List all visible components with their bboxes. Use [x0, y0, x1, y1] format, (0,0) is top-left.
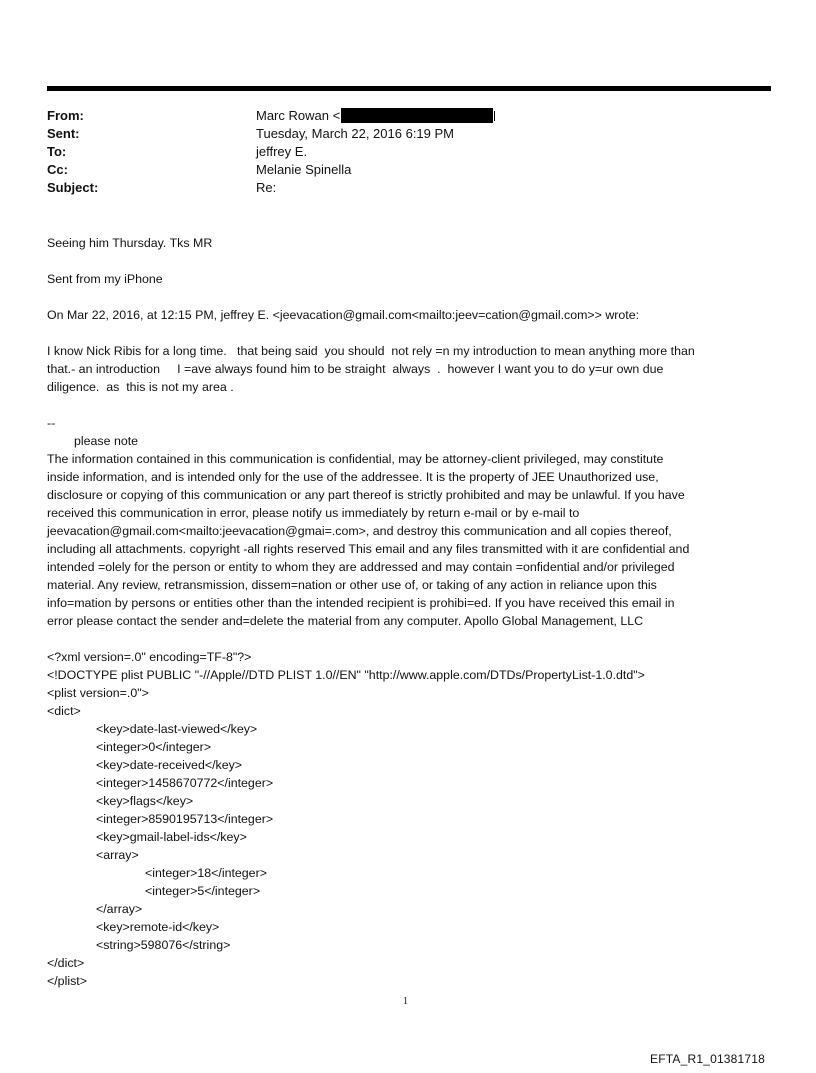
plist-line: <integer>0</integer>	[96, 740, 212, 754]
from-name: Marc Rowan <	[256, 108, 341, 123]
quoted-text-line: I know Nick Ribis for a long time. that being said you should not rely =n my introduction to mean anything more than	[47, 344, 695, 358]
plist-line: </plist>	[47, 974, 87, 988]
to-value: jeffrey E.	[256, 144, 308, 159]
cc-value: Melanie Spinella	[256, 162, 352, 177]
disclaimer-line: info=mation by persons or entities other than the intended recipient is prohibi=ed. If you have received this email in	[47, 596, 675, 610]
plist-line: <!DOCTYPE plist PUBLIC "-//Apple//DTD PLIST 1.0//EN" "http://www.apple.com/DTDs/PropertyList-1.0.dtd">	[47, 668, 645, 682]
header-rule	[47, 86, 771, 91]
signature-separator: --	[47, 416, 56, 430]
plist-line: <plist version=.0">	[47, 686, 149, 700]
plist-line: <integer>1458670772</integer>	[96, 776, 274, 790]
plist-line: <integer>18</integer>	[145, 866, 267, 880]
disclaimer-line: inside information, and is intended only for the use of the addressee. It is the property of JEE Unauthorized use,	[47, 470, 659, 484]
page-number: 1	[403, 996, 408, 1007]
plist-line: <array>	[96, 848, 139, 862]
body-line: Sent from my iPhone	[47, 272, 163, 286]
plist-line: <integer>8590195713</integer>	[96, 812, 274, 826]
quoted-text-line: that.- an introduction I =ave always found him to be straight always . however I want you to do y=ur own due	[47, 362, 664, 376]
sent-value: Tuesday, March 22, 2016 6:19 PM	[256, 126, 454, 141]
disclaimer-line: material. Any review, retransmission, dissem=nation or other use of, or taking of any action in reliance upon this	[47, 578, 657, 592]
disclaimer-line: disclosure or copying of this communication or any part thereof is strictly prohibited and may be unlawful. If you have	[47, 488, 685, 502]
plist-line: <string>598076</string>	[96, 938, 231, 952]
plist-line: </dict>	[47, 956, 85, 970]
plist-line: <key>gmail-label-ids</key>	[96, 830, 247, 844]
quote-header: On Mar 22, 2016, at 12:15 PM, jeffrey E. <jeevacation@gmail.com<mailto:jeev=cation@gmail.com>> wrote:	[47, 308, 640, 322]
cc-label: Cc:	[47, 162, 68, 177]
redaction-box	[341, 108, 493, 123]
to-label: To:	[47, 144, 67, 159]
plist-line: <key>remote-id</key>	[96, 920, 220, 934]
plist-line: <dict>	[47, 704, 81, 718]
please-note: please note	[74, 434, 139, 448]
disclaimer-line: received this communication in error, please notify us immediately by return e-mail or by e-mail to	[47, 506, 580, 520]
from-value	[256, 107, 495, 125]
redaction-edge	[494, 111, 495, 121]
plist-line: <key>date-last-viewed</key>	[96, 722, 258, 736]
disclaimer-line: error please contact the sender and=delete the material from any computer. Apollo Global Management, LLC	[47, 614, 644, 628]
quoted-text-line: diligence. as this is not my area .	[47, 380, 234, 394]
from-label: From:	[47, 108, 84, 123]
disclaimer-line: including all attachments. copyright -all rights reserved This email and any files transmitted with it are confidential and	[47, 542, 690, 556]
plist-line: <key>date-received</key>	[96, 758, 243, 772]
disclaimer-line: The information contained in this communication is confidential, may be attorney-client privileged, may constitute	[47, 452, 664, 466]
plist-line: <?xml version=.0" encoding=TF-8"?>	[47, 650, 252, 664]
document-id: EFTA_R1_01381718	[650, 1052, 766, 1066]
plist-line: <integer>5</integer>	[145, 884, 261, 898]
plist-line: </array>	[96, 902, 143, 916]
disclaimer-line: jeevacation@gmail.com<mailto:jeevacation@gmai=.com>, and destroy this communication and all copies thereof,	[47, 524, 672, 538]
disclaimer-line: intended =olely for the person or entity to whom they are addressed and may contain =onfidential and/or privileged	[47, 560, 675, 574]
subject-value: Re:	[256, 180, 277, 195]
subject-label: Subject:	[47, 180, 99, 195]
sent-label: Sent:	[47, 126, 80, 141]
plist-line: <key>flags</key>	[96, 794, 194, 808]
body-line: Seeing him Thursday. Tks MR	[47, 236, 213, 250]
